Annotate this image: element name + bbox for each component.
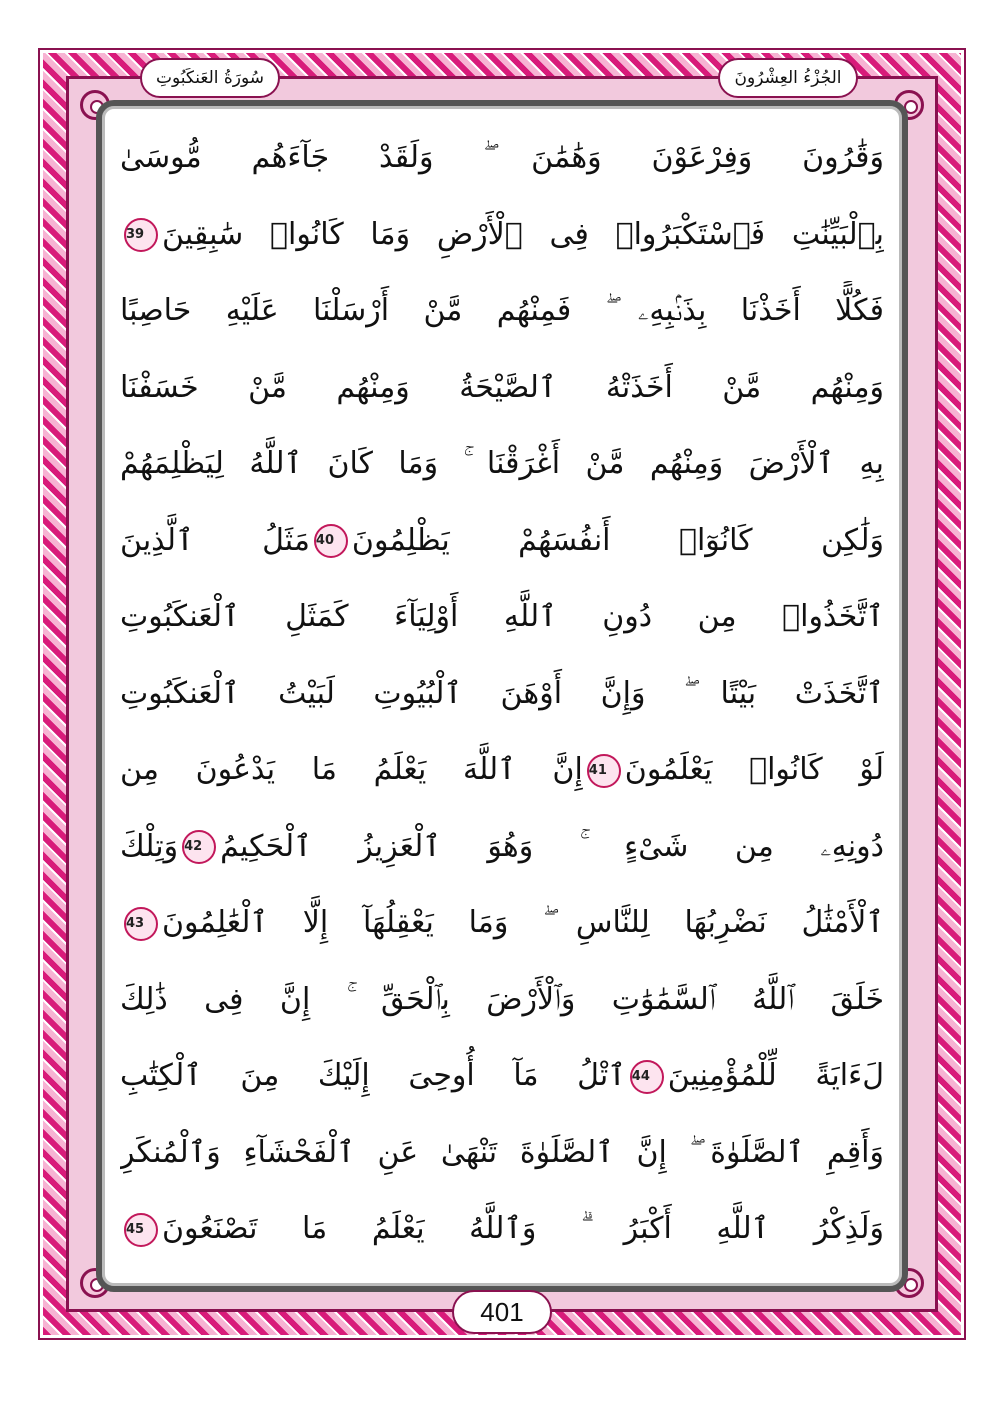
- ayah-number-marker: 41: [587, 754, 621, 788]
- verse-text: ٱتَّخَذُوا۟ مِن دُونِ ٱللَّهِ أَوْلِيَآءَ كَمَثَلِ ٱلْعَنكَبُوتِ: [120, 599, 884, 634]
- verse-text: مَثَلُ ٱلَّذِينَ: [120, 522, 310, 558]
- ayah-number-marker: 40: [314, 524, 348, 558]
- verse-text: فَكُلًّا أَخَذْنَا بِذَنۢبِهِۦ ۖ فَمِنْهُم مَّنْ أَرْسَلْنَا عَلَيْهِ حَاصِبًا: [120, 293, 884, 328]
- text-line: [120, 358, 884, 418]
- text-line: [120, 1123, 884, 1183]
- verse-text: ٱتَّخَذَتْ بَيْتًا ۖ وَإِنَّ أَوْهَنَ ٱلْبُيُوتِ لَبَيْتُ ٱلْعَنكَبُوتِ: [120, 675, 884, 711]
- text-line: [120, 740, 884, 800]
- verse-text: وَتِلْكَ: [120, 828, 179, 864]
- text-line: [120, 281, 884, 341]
- juz-name-label: الجُزْءُ العِشْرُونَ: [734, 68, 842, 88]
- ayah-number-marker: 39: [124, 218, 158, 252]
- text-line: [120, 817, 884, 877]
- text-line: [120, 511, 884, 571]
- ayah-number-marker: 43: [124, 907, 158, 941]
- text-line: [120, 664, 884, 724]
- text-line: [120, 970, 884, 1030]
- text-line: [120, 893, 884, 953]
- surah-name-label: سُورَةُ العَنكَبُوتِ: [155, 68, 265, 88]
- verse-text: وَلَذِكْرُ ٱللَّهِ أَكْبَرُ ۗ وَٱللَّهُ يَعْلَمُ مَا تَصْنَعُونَ: [162, 1211, 884, 1246]
- juz-name-header: [718, 58, 858, 98]
- surah-name-header: [140, 58, 280, 98]
- verse-text: إِنَّ ٱللَّهَ يَعْلَمُ مَا يَدْعُونَ مِن: [120, 752, 583, 787]
- text-line: [120, 587, 884, 647]
- page-number-label: 401: [480, 1296, 524, 1327]
- verse-text: وَأَقِمِ ٱلصَّلَوٰةَ ۖ إِنَّ ٱلصَّلَوٰةَ تَنْهَىٰ عَنِ ٱلْفَحْشَآءِ وَٱلْمُنكَرِ: [120, 1134, 884, 1170]
- ayah-number-marker: 45: [124, 1213, 158, 1247]
- verse-text: بِٱلْبَيِّنَٰتِ فَٱسْتَكْبَرُوا۟ فِى ٱلْأَرْضِ وَمَا كَانُوا۟ سَٰبِقِينَ: [162, 216, 884, 252]
- text-line: [120, 434, 884, 494]
- verse-text: دُونِهِۦ مِن شَىْءٍ ۚ وَهُوَ ٱلْعَزِيزُ ٱلْحَكِيمُ: [220, 828, 884, 864]
- ayah-number-marker: 44: [630, 1060, 664, 1094]
- verse-text: وَقَٰرُونَ وَفِرْعَوْنَ وَهَٰمَٰنَ ۖ وَلَقَدْ جَآءَهُم مُّوسَىٰ: [120, 140, 884, 175]
- verse-text: لَوْ كَانُوا۟ يَعْلَمُونَ: [624, 752, 884, 787]
- text-line: [120, 1046, 884, 1106]
- text-line: [120, 128, 884, 188]
- verse-text: ٱتْلُ مَآ أُوحِىَ إِلَيْكَ مِنَ ٱلْكِتَٰبِ: [120, 1058, 626, 1093]
- verse-text: خَلَقَ ٱللَّهُ ٱلسَّمَٰوَٰتِ وَٱلْأَرْضَ بِٱلْحَقِّ ۚ إِنَّ فِى ذَٰلِكَ: [120, 981, 884, 1017]
- text-line: [120, 205, 884, 265]
- verse-text: ٱلْأَمْثَٰلُ نَضْرِبُهَا لِلنَّاسِ ۖ وَمَا يَعْقِلُهَآ إِلَّا ٱلْعَٰلِمُونَ: [162, 905, 884, 940]
- quran-text-area: [120, 128, 884, 1278]
- verse-text: لَءَايَةً لِّلْمُؤْمِنِينَ: [667, 1058, 884, 1093]
- page-number-badge: [452, 1290, 552, 1334]
- text-line: [120, 1199, 884, 1259]
- verse-text: وَمِنْهُم مَّنْ أَخَذَتْهُ ٱلصَّيْحَةُ وَمِنْهُم مَّنْ خَسَفْنَا: [120, 369, 884, 405]
- verse-text: وَلَٰكِن كَانُوٓا۟ أَنفُسَهُمْ يَظْلِمُونَ: [351, 522, 884, 558]
- ayah-number-marker: 42: [182, 830, 216, 864]
- verse-text: بِهِ ٱلْأَرْضَ وَمِنْهُم مَّنْ أَغْرَقْنَا ۚ وَمَا كَانَ ٱللَّهُ لِيَظْلِمَهُمْ: [120, 446, 884, 481]
